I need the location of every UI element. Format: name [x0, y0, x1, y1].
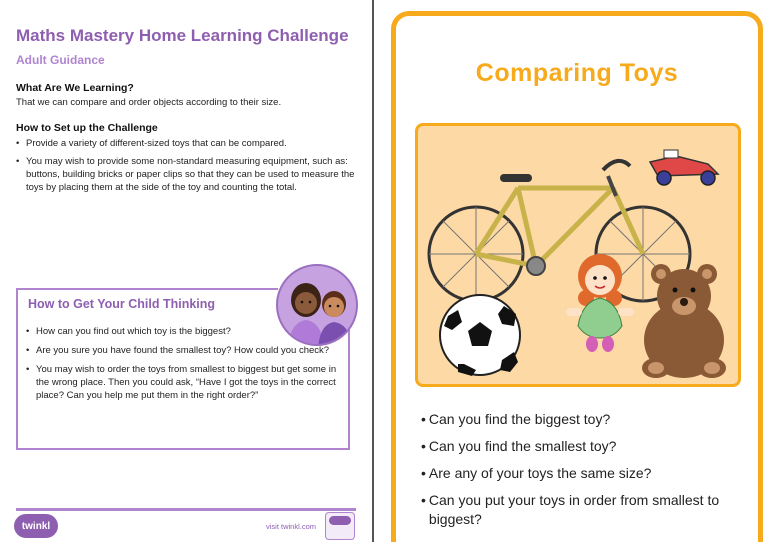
- page-subtitle: Adult Guidance: [16, 53, 105, 67]
- setup-bullet-text: You may wish to provide some non-standard measuring equipment, such as: buttons, building bricks or paper clips so that they can be used to measure the toys by placing them at the side of the toy and counting the total.: [26, 156, 355, 193]
- setup-section: [16, 122, 356, 194]
- page-title: Maths Mastery Home Learning Challenge: [16, 26, 349, 45]
- bullet-mark: •: [421, 492, 426, 508]
- list-item: [421, 491, 751, 529]
- bullet-mark: •: [16, 138, 20, 149]
- question-text: Can you put your toys in order from smallest to biggest?: [428, 492, 720, 527]
- racing-car-icon: [650, 150, 718, 185]
- bullet-mark: •: [26, 326, 30, 337]
- list-item: [421, 464, 751, 483]
- card-title: Comparing Toys: [475, 59, 679, 87]
- rag-doll-icon: [566, 254, 634, 352]
- toys-picture: [418, 126, 738, 384]
- learning-heading: What Are We Learning?: [16, 82, 134, 94]
- bullet-mark: •: [421, 465, 426, 481]
- list-item: [16, 137, 356, 150]
- thinking-title: How to Get Your Child Thinking: [28, 297, 216, 311]
- setup-bullet-text: Provide a variety of different-sized toys that can be compared.: [26, 138, 287, 149]
- question-text: Can you find the biggest toy?: [428, 411, 611, 427]
- activity-card: [391, 11, 763, 542]
- list-item: [26, 363, 340, 402]
- question-list: [421, 410, 751, 537]
- twinkl-logo[interactable]: twinkl: [14, 514, 58, 538]
- quality-badge-icon: [325, 512, 355, 540]
- thinking-bullet-text: You may wish to order the toys from smallest to biggest but get some in the wrong place. Then you could ask, “Have I got the toys in the correct place? Can you help me put them in the right order?”: [36, 364, 337, 401]
- guidance-page: [0, 0, 372, 542]
- bullet-mark: •: [421, 438, 426, 454]
- question-text: Are any of your toys the same size?: [428, 465, 652, 481]
- thinking-box-top-border: [16, 288, 278, 290]
- teddy-bear-icon: [642, 264, 726, 378]
- bullet-mark: •: [26, 364, 30, 375]
- list-item: [16, 155, 356, 194]
- visit-link[interactable]: visit twinkl.com: [266, 522, 317, 531]
- page-divider: [372, 0, 374, 542]
- bicycle-icon: [429, 161, 690, 301]
- badge-banner: [329, 516, 351, 525]
- footer-divider: [16, 508, 356, 511]
- thinking-bullet-text: How can you find out which toy is the biggest?: [36, 326, 231, 337]
- toys-illustration: [415, 123, 741, 387]
- learning-section: [16, 82, 356, 109]
- bullet-mark: •: [16, 156, 20, 167]
- setup-heading: How to Set up the Challenge: [16, 122, 158, 134]
- list-item: [26, 344, 340, 357]
- list-item: [421, 437, 751, 456]
- list-item: [421, 410, 751, 429]
- learning-text: That we can compare and order objects according to their size.: [16, 97, 282, 108]
- children-illustration: [276, 264, 358, 346]
- question-text: Can you find the smallest toy?: [428, 438, 617, 454]
- thinking-bullet-text: Are you sure you have found the smallest toy? How could you check?: [36, 345, 330, 356]
- bullet-mark: •: [26, 345, 30, 356]
- bullet-mark: •: [421, 411, 426, 427]
- football-icon: [440, 295, 520, 376]
